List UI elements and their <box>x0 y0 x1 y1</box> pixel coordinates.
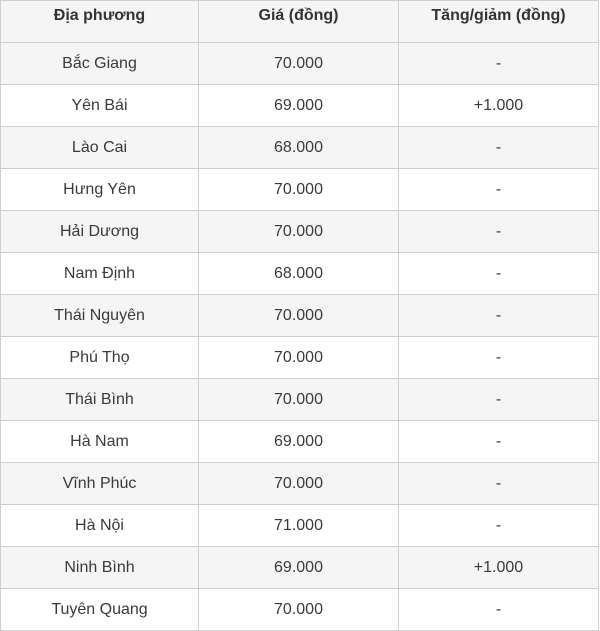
table-row <box>1 253 599 295</box>
change-cell: - <box>399 337 599 379</box>
region-cell: Hà Nam <box>1 421 199 463</box>
region-cell: Hưng Yên <box>1 169 199 211</box>
price-cell: 68.000 <box>199 127 399 169</box>
table-row <box>1 127 599 169</box>
price-cell: 69.000 <box>199 547 399 589</box>
price-cell: 69.000 <box>199 85 399 127</box>
region-cell: Bắc Giang <box>1 43 199 85</box>
table-body <box>1 43 599 631</box>
header-region: Địa phương <box>1 1 199 43</box>
region-cell: Yên Bái <box>1 85 199 127</box>
region-cell: Ninh Bình <box>1 547 199 589</box>
table-row <box>1 295 599 337</box>
price-cell: 70.000 <box>199 337 399 379</box>
region-cell: Tuyên Quang <box>1 589 199 631</box>
price-cell: 70.000 <box>199 43 399 85</box>
change-cell: - <box>399 421 599 463</box>
region-cell: Thái Bình <box>1 379 199 421</box>
change-cell: - <box>399 43 599 85</box>
change-cell: +1.000 <box>399 547 599 589</box>
table-row <box>1 169 599 211</box>
table-row <box>1 505 599 547</box>
region-cell: Hà Nội <box>1 505 199 547</box>
price-cell: 70.000 <box>199 169 399 211</box>
price-cell: 70.000 <box>199 589 399 631</box>
change-cell: +1.000 <box>399 85 599 127</box>
table-row <box>1 337 599 379</box>
table-row <box>1 85 599 127</box>
table-row <box>1 463 599 505</box>
region-cell: Thái Nguyên <box>1 295 199 337</box>
region-cell: Vĩnh Phúc <box>1 463 199 505</box>
table-row <box>1 43 599 85</box>
region-cell: Lào Cai <box>1 127 199 169</box>
change-cell: - <box>399 253 599 295</box>
change-cell: - <box>399 127 599 169</box>
table-row <box>1 421 599 463</box>
table-row <box>1 211 599 253</box>
change-cell: - <box>399 463 599 505</box>
price-cell: 70.000 <box>199 463 399 505</box>
table-header-row <box>1 1 599 43</box>
header-change: Tăng/giảm (đồng) <box>399 1 599 43</box>
price-cell: 70.000 <box>199 211 399 253</box>
change-cell: - <box>399 505 599 547</box>
price-cell: 70.000 <box>199 379 399 421</box>
header-price: Giá (đồng) <box>199 1 399 43</box>
region-cell: Hải Dương <box>1 211 199 253</box>
price-cell: 69.000 <box>199 421 399 463</box>
price-cell: 68.000 <box>199 253 399 295</box>
change-cell: - <box>399 211 599 253</box>
change-cell: - <box>399 295 599 337</box>
price-cell: 71.000 <box>199 505 399 547</box>
change-cell: - <box>399 379 599 421</box>
price-cell: 70.000 <box>199 295 399 337</box>
table-row <box>1 379 599 421</box>
region-cell: Nam Định <box>1 253 199 295</box>
table-row <box>1 589 599 631</box>
change-cell: - <box>399 169 599 211</box>
change-cell: - <box>399 589 599 631</box>
table-row <box>1 547 599 589</box>
region-cell: Phú Thọ <box>1 337 199 379</box>
